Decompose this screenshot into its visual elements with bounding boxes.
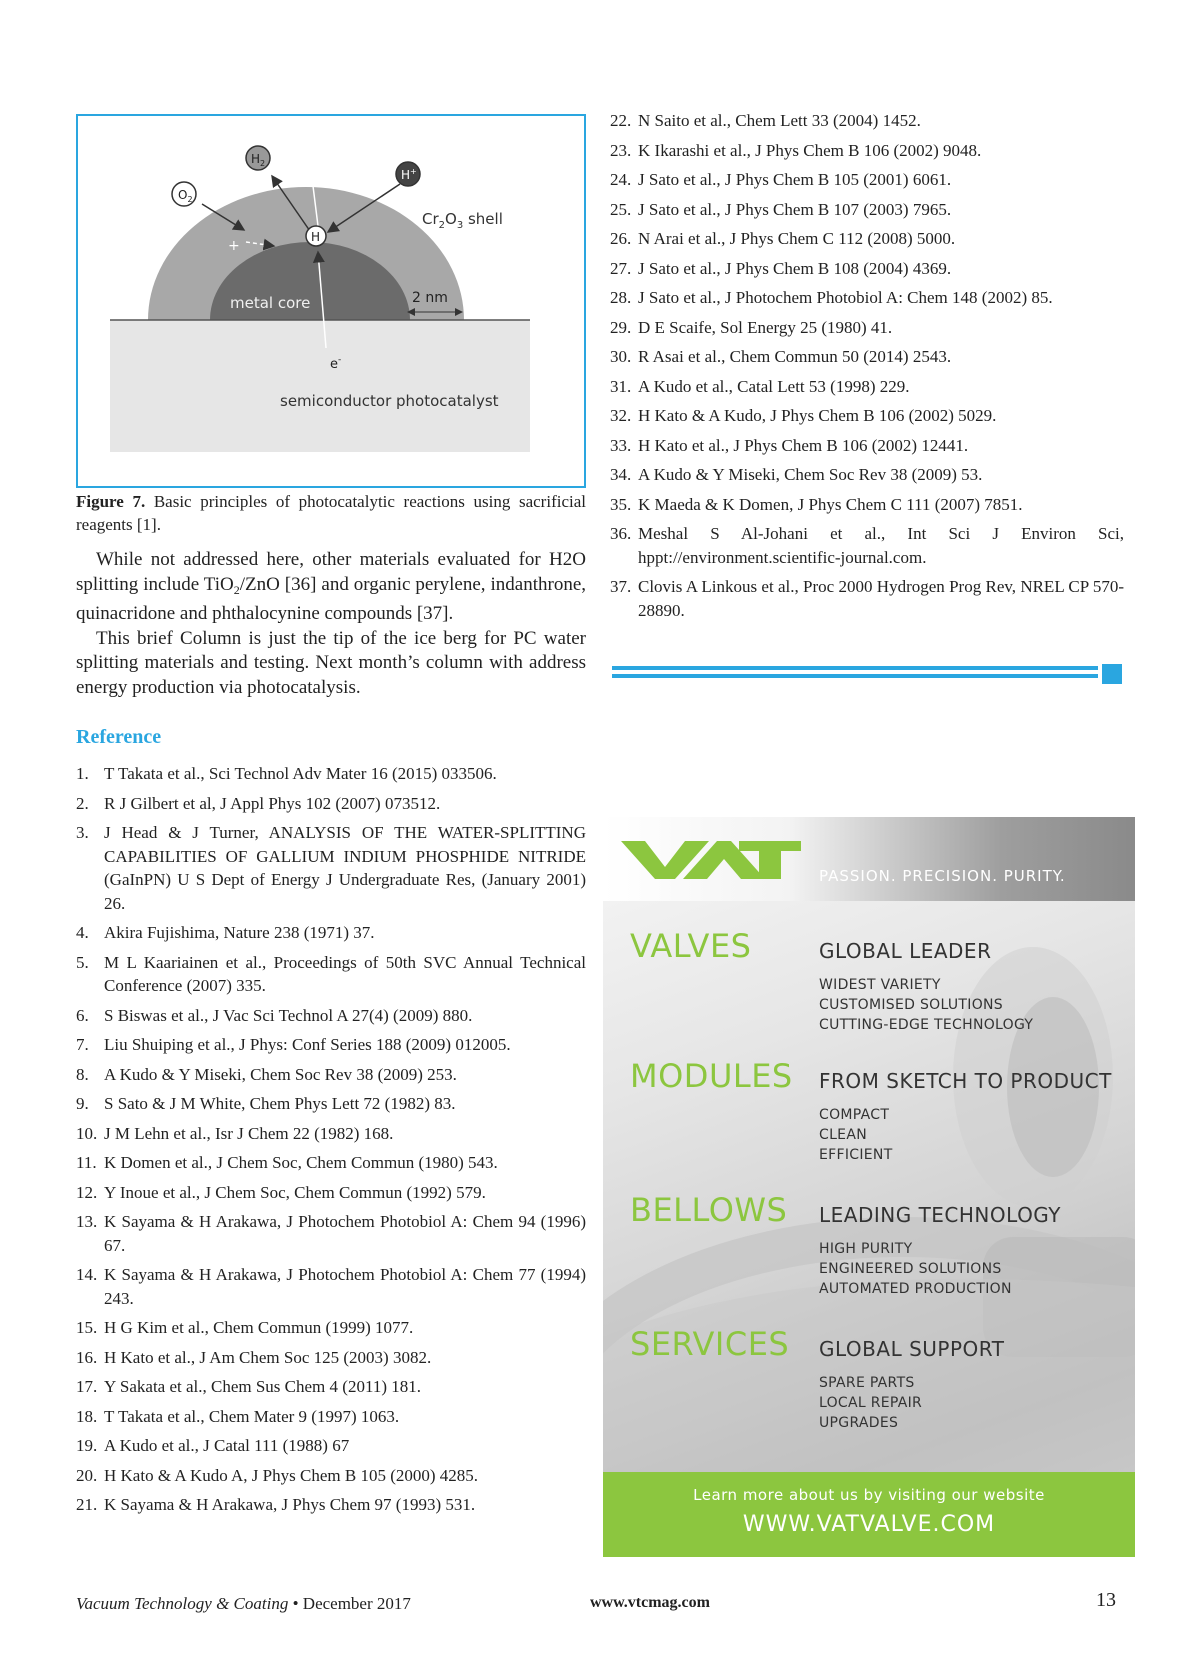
svg-text:H2: $H_2$: [251, 152, 266, 168]
reference-number: 19.: [76, 1436, 98, 1455]
reference-item: [76, 1210, 586, 1257]
figure-7: [76, 114, 586, 488]
electron-label: e-: [330, 355, 342, 372]
reference-text: D E Scaife, Sol Energy 25 (1980) 41.: [638, 317, 893, 337]
reference-text: R Asai et al., Chem Commun 50 (2014) 2543.: [638, 347, 952, 366]
reference-number: 23.: [610, 140, 632, 160]
reference-item: [610, 345, 1124, 369]
ad-item: UPGRADES: [819, 1415, 899, 1431]
reference-number: 22.: [610, 111, 632, 130]
svg-text:O2: $O_2$: [178, 188, 193, 204]
reference-number: 33.: [610, 435, 632, 455]
page-number: 13: [1096, 1589, 1116, 1611]
ad-title-leading-technology: LEADING TECHNOLOGY: [819, 1203, 1062, 1227]
reference-text: K Sayama & H Arakawa, J Photochem Photobiol A: Chem 94 (1996) 67.: [104, 1212, 586, 1255]
reference-number: 8.: [76, 1064, 89, 1084]
ad-item: LOCAL REPAIR: [819, 1395, 923, 1411]
reference-number: 16.: [76, 1347, 98, 1367]
ad-title-sketch-to-product: FROM SKETCH TO PRODUCT: [819, 1069, 1112, 1093]
reference-text: H G Kim et al., Chem Commun (1999) 1077.: [104, 1318, 414, 1337]
reference-number: 3.: [76, 823, 89, 842]
reference-number: 5.: [76, 952, 89, 972]
reference-number: 27.: [610, 258, 632, 278]
caption-label: Figure 7.: [76, 492, 146, 511]
reference-text: J Head & J Turner, ANALYSIS OF THE WATER-SPLITTING CAPABILITIES OF GALLIUM INDIUM PHOSPHIDE NITRIDE (GaInPN) U S Dept of Energy J Undergraduate Res, (January 2001) 26.: [104, 823, 586, 913]
reference-list-left: [76, 762, 586, 1523]
reference-text: Y Inoue et al., J Chem Soc, Chem Commun (1992) 579.: [104, 1182, 486, 1202]
reference-item: [610, 522, 1124, 569]
reference-item: [610, 109, 1124, 133]
reference-text: H Kato et al., J Am Chem Soc 125 (2003) 3082.: [104, 1347, 432, 1367]
reference-item: [76, 1375, 586, 1399]
ad-category-services: SERVICES: [630, 1325, 790, 1363]
semiconductor-label: semiconductor photocatalyst: [280, 392, 499, 410]
ad-tagline: PASSION. PRECISION. PURITY.: [819, 867, 1066, 885]
reference-number: 10.: [76, 1123, 98, 1143]
reference-text: K Sayama & H Arakawa, J Phys Chem 97 (1993) 531.: [104, 1495, 476, 1514]
reference-text: T Takata et al., Chem Mater 9 (1997) 1063.: [104, 1406, 400, 1426]
paragraph-2: This brief Column is just the tip of the ice berg for PC water splitting materials and testing. Next month’s column with address energy production via photocatalysis.: [76, 627, 586, 698]
reference-item: [76, 762, 586, 786]
scale-label: 2 nm: [412, 290, 448, 306]
reference-item: [610, 493, 1124, 517]
reference-text: J Sato et al., J Phys Chem B 105 (2001) 6061.: [638, 170, 952, 189]
ad-item: AUTOMATED PRODUCTION: [819, 1281, 1012, 1297]
journal-name: Vacuum Technology & Coating: [76, 1594, 289, 1613]
reference-item: [76, 792, 586, 816]
reference-number: 12.: [76, 1182, 98, 1202]
reference-number: 35.: [610, 494, 632, 514]
reference-number: 17.: [76, 1377, 98, 1396]
reference-text: J Sato et al., J Photochem Photobiol A: Chem 148 (2002) 85.: [638, 288, 1053, 307]
ad-item: COMPACT: [819, 1107, 890, 1123]
reference-number: 6.: [76, 1005, 89, 1025]
ad-item: CUTTING-EDGE TECHNOLOGY: [819, 1017, 1034, 1033]
semiconductor-block: [110, 320, 530, 452]
reference-item: [610, 257, 1124, 281]
reference-number: 37.: [610, 577, 632, 596]
ad-item: EFFICIENT: [819, 1147, 893, 1163]
reference-item: [610, 575, 1124, 622]
reference-item: [76, 1033, 586, 1057]
reference-item: [76, 1346, 586, 1370]
reference-item: [76, 1092, 586, 1116]
reference-item: [76, 1151, 586, 1175]
reference-text: H Kato & A Kudo A, J Phys Chem B 105 (2000) 4285.: [104, 1465, 479, 1485]
reference-number: 26.: [610, 229, 632, 248]
reference-text: S Sato & J M White, Chem Phys Lett 72 (1982) 83.: [104, 1094, 456, 1113]
ad-item: ENGINEERED SOLUTIONS: [819, 1261, 1002, 1277]
ad-item: HIGH PURITY: [819, 1241, 913, 1257]
reference-number: 4.: [76, 923, 89, 942]
journal-footer: Vacuum Technology & Coating • December 2017: [76, 1594, 411, 1613]
ad-footer[interactable]: [603, 1472, 1135, 1557]
reference-number: 30.: [610, 347, 632, 366]
section-divider: [612, 664, 1098, 678]
divider-square: [1102, 664, 1122, 684]
reference-item: [76, 1434, 586, 1458]
reference-text: S Biswas et al., J Vac Sci Technol A 27(4) (2009) 880.: [104, 1005, 473, 1025]
reference-item: [610, 434, 1124, 458]
reference-item: [76, 1493, 586, 1517]
reference-number: 32.: [610, 406, 632, 425]
ad-category-modules: MODULES: [630, 1057, 793, 1095]
svg-text:H: H: [311, 230, 321, 244]
reference-text: K Domen et al., J Chem Soc, Chem Commun (1980) 543.: [104, 1153, 498, 1172]
photocatalysis-diagram: [78, 116, 584, 486]
reference-item: [610, 463, 1124, 487]
ad-title-global-support: GLOBAL SUPPORT: [819, 1337, 1005, 1361]
reference-text: K Sayama & H Arakawa, J Photochem Photobiol A: Chem 77 (1994) 243.: [104, 1265, 586, 1308]
reference-text: J Sato et al., J Phys Chem B 108 (2004) 4369.: [638, 258, 952, 278]
reference-number: 36.: [610, 524, 632, 543]
reference-text: K Maeda & K Domen, J Phys Chem C 111 (2007) 7851.: [638, 494, 1023, 514]
reference-text: Liu Shuiping et al., J Phys: Conf Series 188 (2009) 012005.: [104, 1035, 511, 1054]
reference-number: 7.: [76, 1035, 89, 1054]
reference-text: K Ikarashi et al., J Phys Chem B 106 (2002) 9048.: [638, 140, 982, 160]
reference-text: A Kudo et al., Catal Lett 53 (1998) 229.: [638, 376, 910, 396]
svg-text:+: +: [228, 238, 240, 254]
paragraph-1: While not addressed here, other materials evaluated for H2O splitting include TiO$_2$/ZnO [36] and organic perylene, indanthrone, quinacridone and phthalocynine compounds [37].: [76, 549, 587, 624]
reference-number: 18.: [76, 1406, 98, 1426]
reference-list-right: [610, 109, 1124, 628]
reference-text: Akira Fujishima, Nature 238 (1971) 37.: [104, 923, 375, 942]
reference-number: 11.: [76, 1153, 97, 1172]
reference-number: 15.: [76, 1318, 98, 1337]
reference-item: [610, 227, 1124, 251]
metal-core-label: metal core: [230, 294, 311, 312]
reference-item: [76, 951, 586, 998]
reference-item: [610, 139, 1124, 163]
reference-text: A Kudo et al., J Catal 111 (1988) 67: [104, 1436, 350, 1455]
reference-text: A Kudo & Y Miseki, Chem Soc Rev 38 (2009) 253.: [104, 1064, 457, 1084]
reference-heading: Reference: [76, 726, 162, 748]
reference-item: [610, 198, 1124, 222]
vat-advertisement[interactable]: [603, 817, 1135, 1557]
reference-text: Y Sakata et al., Chem Sus Chem 4 (2011) 181.: [104, 1377, 421, 1396]
ad-category-bellows: BELLOWS: [630, 1191, 788, 1229]
reference-text: N Arai et al., J Phys Chem C 112 (2008) 5000.: [638, 229, 956, 248]
svg-text:H+: H+: [401, 167, 417, 182]
reference-number: 2.: [76, 793, 89, 813]
reference-number: 1.: [76, 764, 89, 783]
reference-text: A Kudo & Y Miseki, Chem Soc Rev 38 (2009) 53.: [638, 465, 983, 484]
reference-item: [610, 316, 1124, 340]
reference-item: [76, 1316, 586, 1340]
reference-item: [610, 286, 1124, 310]
vat-logo: [621, 837, 801, 883]
ad-item: WIDEST VARIETY: [819, 977, 941, 993]
reference-item: [610, 404, 1124, 428]
issue-date: December 2017: [302, 1594, 411, 1613]
reference-item: [76, 821, 586, 915]
reference-text: T Takata et al., Sci Technol Adv Mater 16 (2015) 033506.: [104, 764, 497, 783]
reference-number: 31.: [610, 376, 632, 396]
ad-learn-more: Learn more about us by visiting our website: [693, 1486, 1045, 1504]
ad-website-link[interactable]: WWW.VATVALVE.COM: [742, 1512, 996, 1537]
reference-item: [610, 168, 1124, 192]
caption-text: Basic principles of photocatalytic reactions using sacrificial reagents [1].: [76, 492, 586, 534]
ad-item: SPARE PARTS: [819, 1375, 915, 1391]
reference-item: [76, 1181, 586, 1205]
reference-item: [76, 1122, 586, 1146]
reference-item: [76, 921, 586, 945]
reference-number: 21.: [76, 1495, 98, 1514]
reference-text: H Kato et al., J Phys Chem B 106 (2002) 12441.: [638, 435, 969, 455]
reference-text: H Kato & A Kudo, J Phys Chem B 106 (2002) 5029.: [638, 406, 997, 425]
reference-number: 24.: [610, 170, 632, 189]
reference-text: J M Lehn et al., Isr J Chem 22 (1982) 168.: [104, 1123, 394, 1143]
reference-text: M L Kaariainen et al., Proceedings of 50th SVC Annual Technical Conference (2007) 335.: [104, 952, 586, 995]
reference-number: 25.: [610, 199, 632, 219]
reference-item: [76, 1063, 586, 1087]
reference-text: N Saito et al., Chem Lett 33 (2004) 1452.: [638, 111, 921, 130]
reference-number: 9.: [76, 1094, 89, 1113]
figure-caption: [76, 490, 586, 536]
ad-item: CUSTOMISED SOLUTIONS: [819, 997, 1003, 1013]
reference-number: 34.: [610, 465, 632, 484]
reference-text: Meshal S Al-Johani et al., Int Sci J Environ Sci, hppt://environment.scientific-journal.com.: [638, 524, 1124, 567]
reference-item: [76, 1464, 586, 1488]
ad-category-valves: VALVES: [630, 927, 752, 965]
body-text: [76, 548, 586, 700]
reference-text: Clovis A Linkous et al., Proc 2000 Hydrogen Prog Rev, NREL CP 570-28890.: [638, 577, 1124, 620]
reference-number: 28.: [610, 288, 632, 307]
ad-title-global-leader: GLOBAL LEADER: [819, 939, 992, 963]
reference-text: R J Gilbert et al, J Appl Phys 102 (2007) 073512.: [104, 793, 441, 813]
reference-item: [76, 1405, 586, 1429]
reference-item: [76, 1004, 586, 1028]
reference-number: 13.: [76, 1212, 98, 1231]
reference-number: 14.: [76, 1265, 98, 1284]
reference-number: 20.: [76, 1465, 98, 1485]
shell-label: $Cr_2O_3$ shell: [422, 210, 503, 231]
reference-number: 29.: [610, 317, 632, 337]
reference-item: [610, 375, 1124, 399]
footer-website[interactable]: www.vtcmag.com: [590, 1594, 710, 1611]
reference-text: J Sato et al., J Phys Chem B 107 (2003) 7965.: [638, 199, 952, 219]
ad-item: CLEAN: [819, 1127, 867, 1143]
reference-item: [76, 1263, 586, 1310]
